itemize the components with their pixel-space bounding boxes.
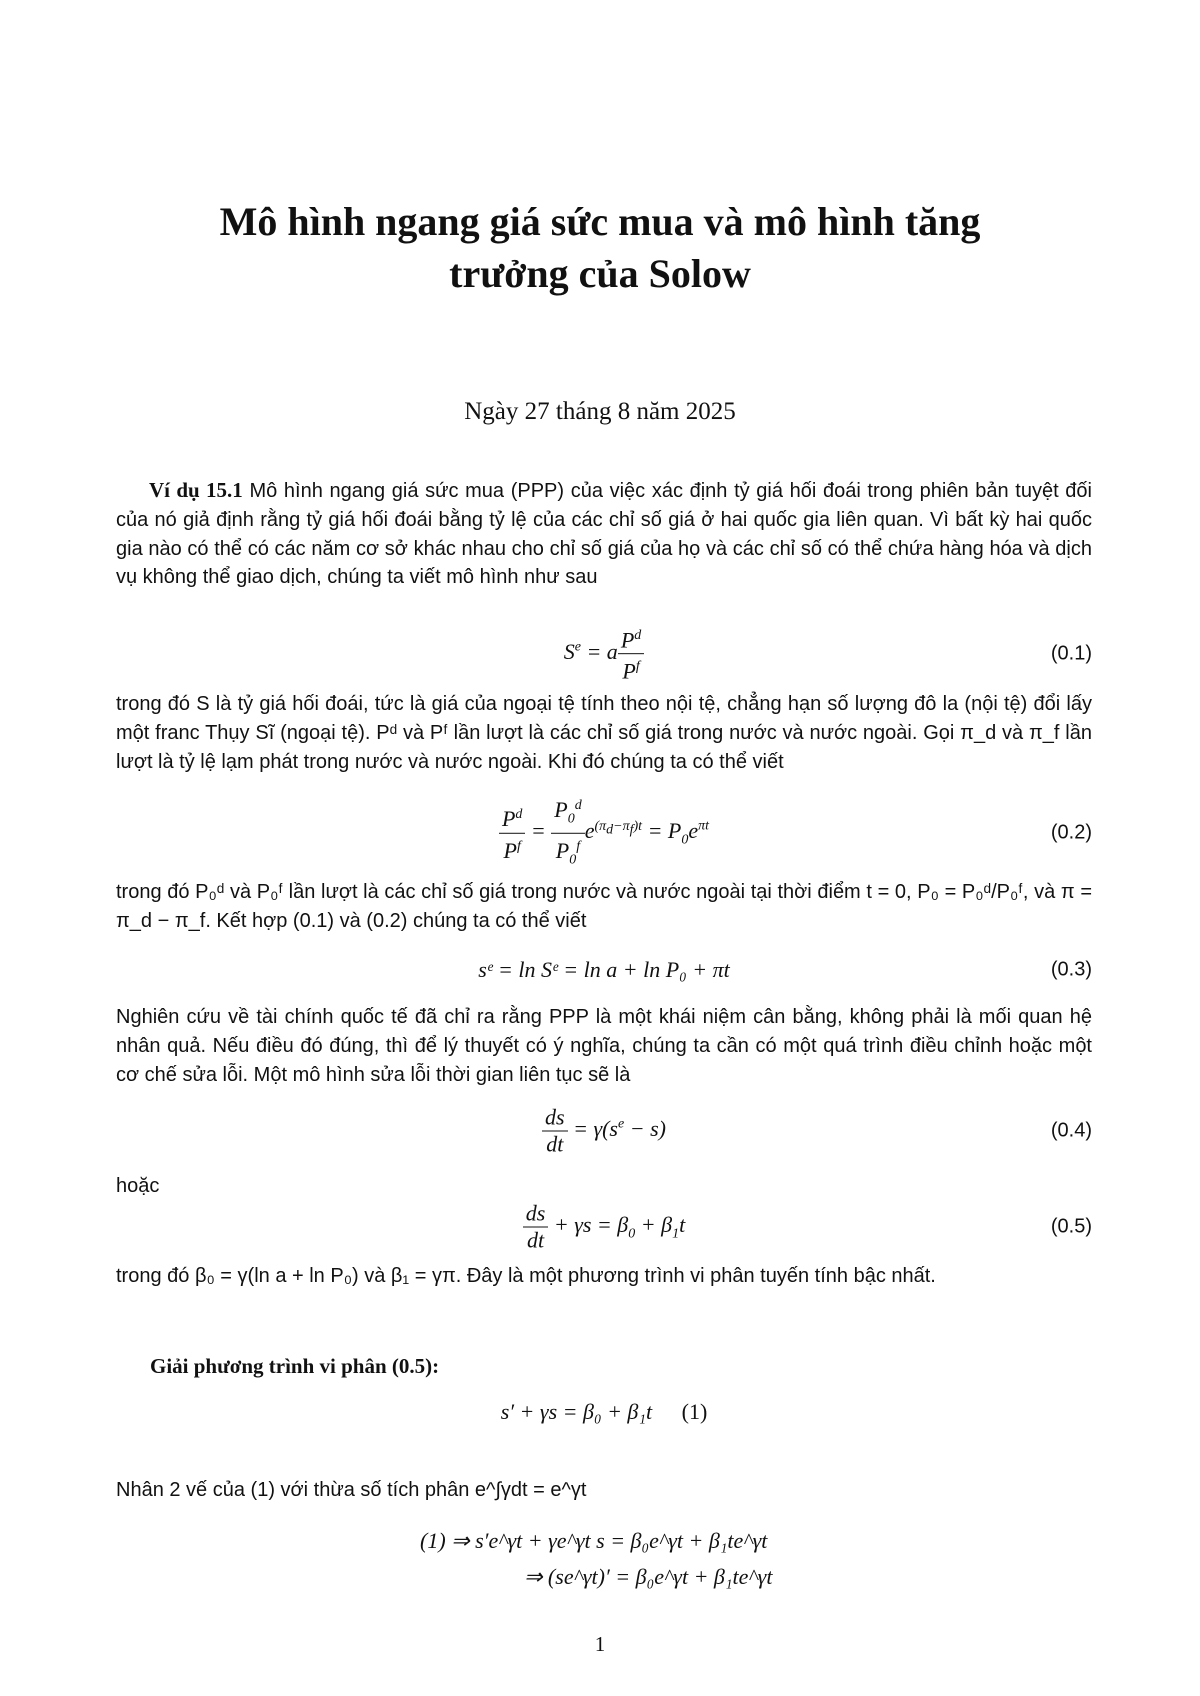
equation-0-3 (116, 938, 1092, 1002)
title-line-1: Mô hình ngang giá sức mua và mô hình tăng (219, 199, 981, 244)
section-heading: Giải phương trình vi phân (0.5): (150, 1354, 440, 1378)
equation-1 (116, 1380, 1092, 1444)
paper-title (100, 196, 1100, 300)
aligned-equation-1: (1) ⇒ s′e^γt + γe^γt s = β₀e^γt + β₁te^γt (420, 1528, 768, 1553)
paragraph-5: trong đó β₀ = γ(ln a + ln P₀) và β₁ = γπ. Đây là một phương trình vi phân tuyến tính bậc nhất. (116, 1265, 936, 1287)
equation-0-3-number: (0.3) (1050, 958, 1092, 981)
equation-0-1 (116, 622, 1092, 686)
equation-1-math (116, 1399, 1092, 1425)
paragraph-2: trong đó S là tỷ giá hối đoái, tức là giá của ngoại tệ tính theo nội tệ, chẳng hạn số lượng đô la (nội tệ) đổi lấy một franc Thụy Sĩ (ngoại tệ). Pᵈ và Pᶠ lần lượt là các chỉ số giá trong nước và nước ngoài. Gọi π_d và π_f lần lượt là tỷ lệ lạm phát trong nước và nước ngoài. Khi đó chúng ta có thể viết (116, 693, 1092, 773)
equation-0-4 (116, 1096, 1092, 1166)
equation-0-5-number: (0.5) (1050, 1215, 1092, 1238)
page-number: 1 (594, 1632, 606, 1656)
equation-0-4-math: $\frac{ds}{dt}$ = $\gamma(s^e - s)$ (116, 1105, 1092, 1158)
example-text: Mô hình ngang giá sức mua (PPP) của việc xác định tỷ giá hối đoái trong phiên bản tuyệt đối của nó giả định rằng tỷ giá hối đoái bằng tỷ lệ của các chỉ số giá ở hai quốc gia liên quan. Vì bất kỳ hai quốc gia nào có thể có các năm cơ sở khác nhau cho chỉ số giá của họ và các chỉ số có thể chứa hàng hóa và dịch vụ không thể giao dịch, chúng ta viết mô hình như sau (116, 480, 1092, 589)
equation-0-4-number: (0.4) (1050, 1119, 1092, 1142)
example-label: Ví dụ 15.1 (149, 478, 243, 502)
text-hoac: hoặc (116, 1175, 160, 1197)
equation-1-body: s′ + γs = β₀ + β₁t (500, 1399, 653, 1424)
equation-1-tag: (1) (681, 1399, 708, 1424)
paragraph-4: Nghiên cứu về tài chính quốc tế đã chỉ ra rằng PPP là một khái niệm cân bằng, không phải là mối quan hệ nhân quả. Nếu điều đó đúng, thì để lý thuyết có ý nghĩa, chúng ta cần có một quá trình điều chỉnh hoặc một cơ chế sửa lỗi. Một mô hình sửa lỗi thời gian liên tục sẽ là (116, 1006, 1092, 1086)
equation-0-5-math: $\frac{ds}{dt}$ + $\gamma s = \beta_0 + \beta_1t$ (116, 1201, 1092, 1254)
equation-0-2-math: $\frac{P^d}{P^f}$ = $\frac{P_0^d}{P_0^f}$ $e^{(\pi_d-\pi_f)t} = P_0e^{\pi t}$ (116, 793, 1092, 873)
title-line-2: trưởng của Solow (449, 251, 751, 296)
equation-0-5 (116, 1192, 1092, 1262)
paragraph-6: Nhân 2 vế của (1) với thừa số tích phân e^∫γdt = e^γt (116, 1479, 587, 1501)
equation-0-1-number: (0.1) (1050, 642, 1092, 665)
equation-0-3-math: sᵉ = ln Sᵉ = ln a + ln P₀ + πt (478, 957, 730, 982)
aligned-equation-2: ⇒ (se^γt)′ = β₀e^γt + β₁te^γt (524, 1564, 773, 1589)
equation-0-2-number: (0.2) (1050, 821, 1092, 844)
equation-0-2 (116, 795, 1092, 871)
paper-date: Ngày 27 tháng 8 năm 2025 (464, 398, 736, 425)
example-paragraph (116, 476, 1092, 592)
equation-0-1-math: $S^e = a$ $\frac{P^d}{P^f}$ (116, 623, 1092, 685)
paragraph-3: trong đó P₀ᵈ và P₀ᶠ lần lượt là các chỉ số giá trong nước và nước ngoài tại thời điểm t = 0, P₀ = P₀ᵈ/P₀ᶠ, và π = π_d − π_f. Kết hợp (0.1) và (0.2) chúng ta có thể viết (116, 881, 1092, 932)
